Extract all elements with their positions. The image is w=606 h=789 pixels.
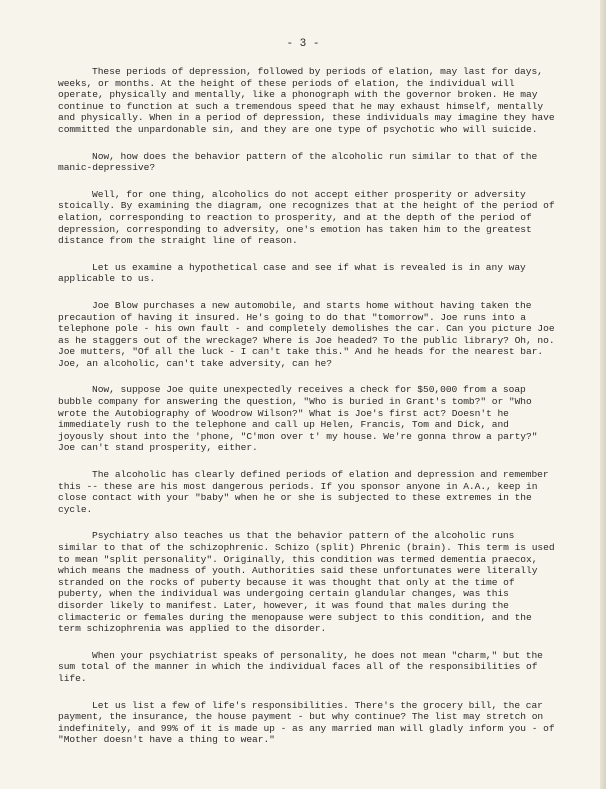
document-body (58, 66, 556, 761)
page-number: - 3 - (286, 38, 320, 50)
paragraph-10: Let us list a few of life's responsibilities. There's the grocery bill, the car payment, the insurance, the house payment - but why continue? The list may stretch on indefinitely, and 99% of it is made up - as any married man will gladly inform you - of "Mother doesn't have a thing to wear." (58, 699, 555, 746)
paragraph-1: These periods of depression, followed by periods of elation, may last for days, weeks, or months. At the height of these periods of elation, the individual will operate, physically and mentally, like a phonograph with the governor broken. He may continue to function at such a tremendous speed that he may exhaust himself, mentally and physically. When in a period of depression, these individuals may imagine they have committed the unpardonable sin, and they are one type of psychotic who will suicide. (58, 66, 555, 135)
paragraph-5: Joe Blow purchases a new automobile, and starts home without having taken the precaution of having it insured. He's going to do that "tomorrow". Joe runs into a telephone pole - his own fault - and completely demolishes the car. Can you picture Joe as he staggers out of the wreckage? Where is Joe headed? To the public library? Oh, no. Joe mutters, "Of all the luck - I can't take this." And he heads for the nearest bar. Joe, an alcoholic, can't take adversity, can he? (58, 299, 555, 369)
page-edge-shadow (600, 0, 606, 789)
paragraph-9: When your psychiatrist speaks of personality, he does not mean "charm," but the sum total of the manner in which the individual faces all of the responsibilities of life. (58, 649, 543, 684)
paragraph-3: Well, for one thing, alcoholics do not accept either prosperity or adversity stoically. By examining the diagram, one recognizes that at the height of the period of elation, corresponding to reaction to prosperity, and at the depth of the period of depression, corresponding to adversity, one's emotion has taken him to the greatest distance from the straight line of reason. (58, 188, 555, 247)
paragraph-8: Psychiatry also teaches us that the behavior pattern of the alcoholic runs similar to that of the schizophrenic. Schizo (split) Phrenic (brain). This term is used to mean "split personality". Originally, this condition was termed dementia praecox, which means the madness of youth. Authorities said these unfortunates were literally stranded on the rocks of puberty because it was thought that only at the time of puberty, when the individual was undergoing certain glandular changes, was this disorder likely to manifest. Later, however, it was found that males during the climacteric or females during the menopause were subject to this condition, and the term schizophrenia was applied to the disorder. (58, 530, 555, 635)
paragraph-4: Let us examine a hypothetical case and see if what is revealed is in any way applicable to us. (58, 261, 526, 285)
paragraph-6: Now, suppose Joe quite unexpectedly receives a check for $50,000 from a soap bubble company for answering the question, "Who is buried in Grant's tomb?" or "Who wrote the Autobiography of Woodrow Wilson?" What is Joe's first act? Doesn't he immediately rush to the telephone and call up Helen, Francis, Tom and Dick, and joyously shout into the 'phone, "C'mon over t' my house. We're gonna throw a party?" Joe can't stand prosperity, either. (58, 384, 538, 454)
paragraph-7: The alcoholic has clearly defined periods of elation and depression and remember this -- these are his most dangerous periods. If you sponsor anyone in A.A., keep in close contact with your "baby" when he or she is subjected to these extremes in the cycle. (58, 469, 549, 515)
paragraph-2: Now, how does the behavior pattern of the alcoholic run similar to that of the manic-depressive? (58, 150, 538, 174)
